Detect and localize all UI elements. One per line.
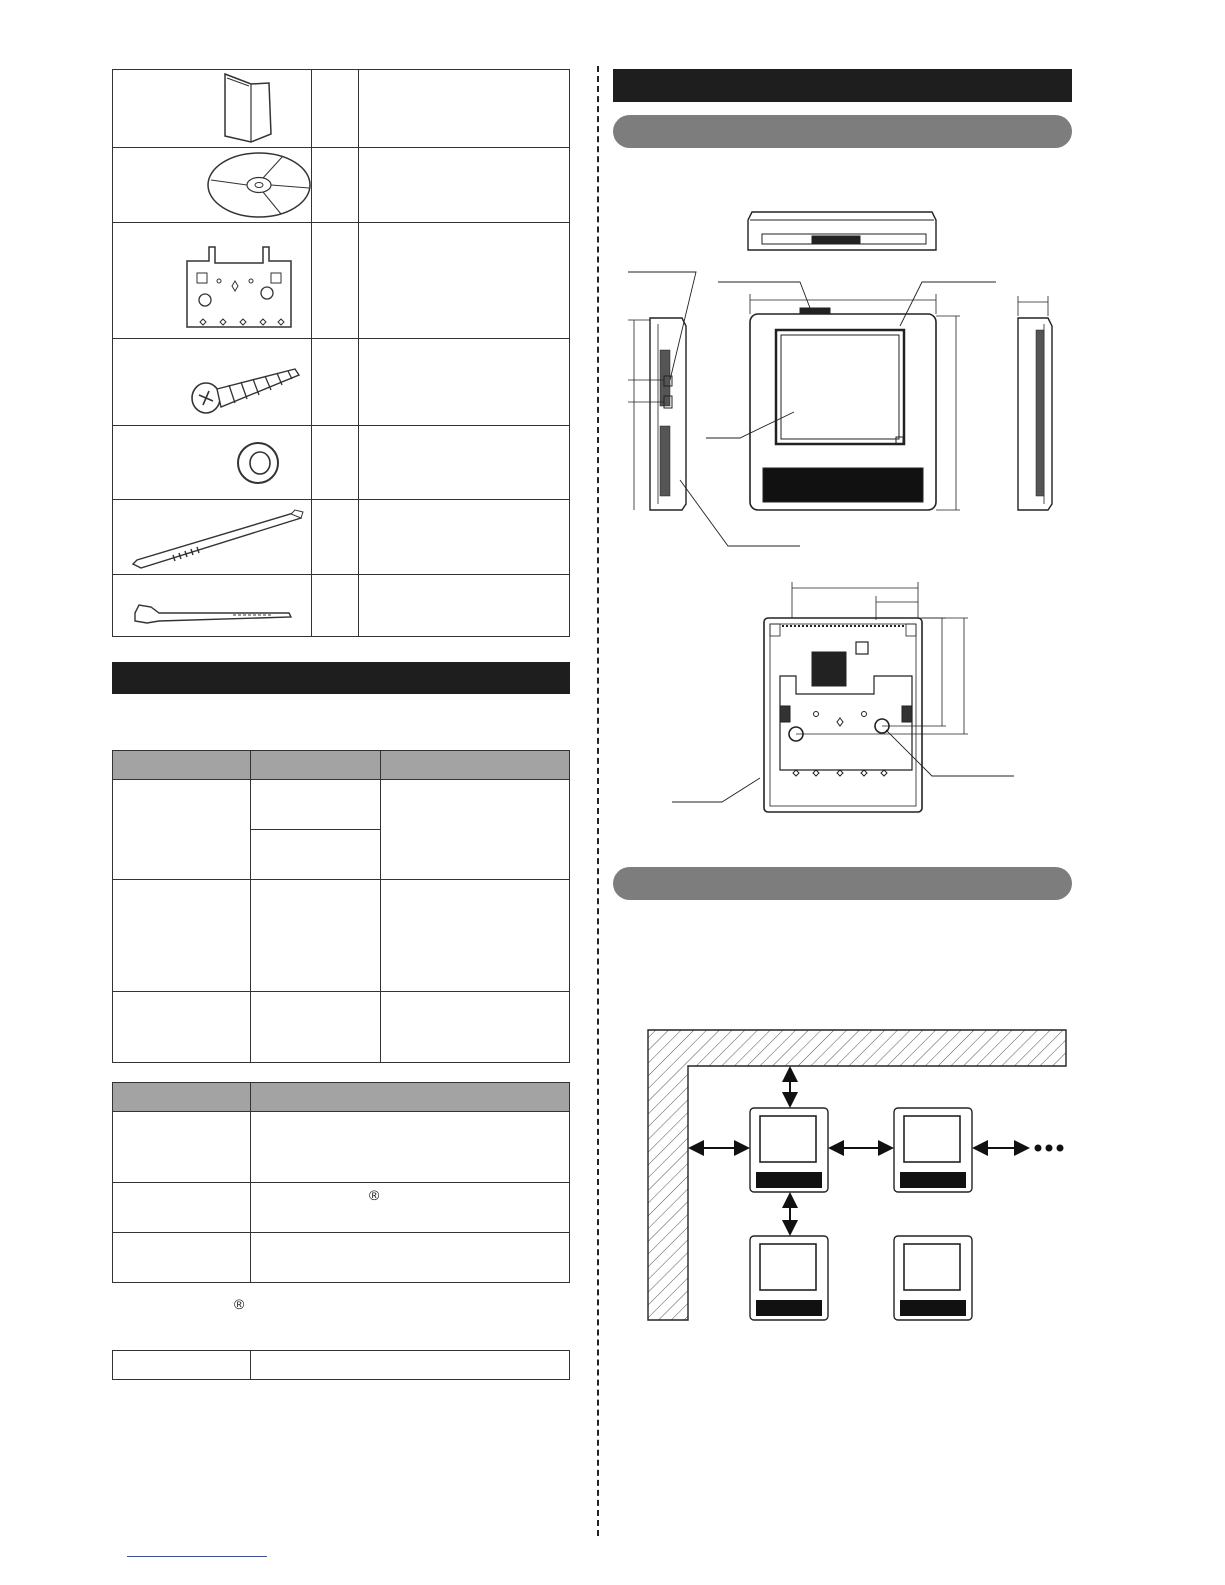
left-side-view xyxy=(628,318,686,510)
table-row xyxy=(113,575,570,637)
accessory-image-cell xyxy=(113,148,312,223)
accessory-image-cell xyxy=(113,70,312,148)
column-divider xyxy=(597,66,599,1536)
quantity-cell xyxy=(312,426,359,500)
description-cell xyxy=(359,575,570,637)
table-cell xyxy=(113,1183,251,1233)
quantity-cell xyxy=(312,223,359,339)
accessory-image-cell xyxy=(113,500,312,575)
footer-link-underline xyxy=(127,1556,267,1557)
table-cell xyxy=(113,1351,251,1380)
booklet-icon xyxy=(113,70,311,147)
cable-tie-icon xyxy=(113,575,311,636)
accessory-image-cell xyxy=(113,426,312,500)
accessory-image-cell xyxy=(113,575,312,637)
table-cell xyxy=(251,830,381,880)
remote-controller-unit xyxy=(750,1108,828,1192)
table-row xyxy=(113,223,570,339)
table-cell xyxy=(251,780,381,830)
section-heading-bar xyxy=(613,69,1072,102)
description-cell xyxy=(359,426,570,500)
registered-mark: ® xyxy=(369,1187,380,1203)
remote-controller-unit xyxy=(750,1236,828,1320)
registered-mark-footnote: ® xyxy=(234,1296,245,1312)
front-view xyxy=(750,294,960,510)
table-row xyxy=(113,780,570,830)
table-cell xyxy=(113,992,251,1063)
spec-table xyxy=(112,750,570,1063)
description-cell xyxy=(359,70,570,148)
column-header xyxy=(113,1083,251,1112)
table-cell xyxy=(251,1233,570,1283)
column-header xyxy=(113,751,251,780)
table-cell xyxy=(113,880,251,992)
description-cell xyxy=(359,500,570,575)
table-row xyxy=(113,1233,570,1283)
table-cell xyxy=(381,780,570,880)
table-row xyxy=(113,1112,570,1183)
quantity-cell xyxy=(312,500,359,575)
table-cell xyxy=(251,1112,570,1183)
table-cell xyxy=(251,992,381,1063)
info-table xyxy=(112,1350,570,1380)
accessories-table xyxy=(112,69,570,637)
table-cell xyxy=(251,880,381,992)
description-cell xyxy=(359,148,570,223)
table-row xyxy=(113,426,570,500)
table-row xyxy=(113,880,570,992)
table-cell xyxy=(113,1112,251,1183)
column-header xyxy=(381,751,570,780)
table-header-row xyxy=(113,1083,570,1112)
top-view xyxy=(748,212,936,250)
column-header xyxy=(251,1083,570,1112)
table-row xyxy=(113,1183,570,1233)
screw-icon xyxy=(113,339,311,425)
table-row xyxy=(113,500,570,575)
quantity-cell xyxy=(312,70,359,148)
stylus-icon xyxy=(113,500,311,574)
description-cell xyxy=(359,223,570,339)
quantity-cell xyxy=(312,148,359,223)
table-row xyxy=(113,992,570,1063)
table-header-row xyxy=(113,751,570,780)
accessory-image-cell xyxy=(113,223,312,339)
table-cell xyxy=(113,1233,251,1283)
subsection-heading-bar xyxy=(613,867,1072,900)
quantity-cell xyxy=(312,339,359,426)
description-cell xyxy=(359,339,570,426)
table-cell xyxy=(113,780,251,880)
table-row xyxy=(113,148,570,223)
table-row xyxy=(113,70,570,148)
quantity-cell xyxy=(312,575,359,637)
remote-controller-unit xyxy=(894,1236,972,1320)
remote-controller-unit xyxy=(894,1108,972,1192)
column-header xyxy=(251,751,381,780)
installation-clearance-diagram xyxy=(640,1020,1080,1330)
bracket-icon xyxy=(113,223,311,338)
washer-icon xyxy=(113,426,311,499)
table-row xyxy=(113,339,570,426)
table-cell xyxy=(251,1351,570,1380)
table-cell xyxy=(381,992,570,1063)
cd-icon xyxy=(113,148,311,222)
continuation-dots xyxy=(1035,1145,1064,1152)
accessory-image-cell xyxy=(113,339,312,426)
subsection-heading-bar xyxy=(613,115,1072,148)
rear-view-drawing xyxy=(650,580,1030,820)
table-cell xyxy=(381,880,570,992)
section-heading-bar xyxy=(112,662,570,694)
spec-table-2 xyxy=(112,1082,570,1283)
right-side-view xyxy=(1018,296,1052,510)
table-cell xyxy=(251,1183,570,1233)
dimension-drawing xyxy=(600,190,1080,580)
table-row xyxy=(113,1351,570,1380)
